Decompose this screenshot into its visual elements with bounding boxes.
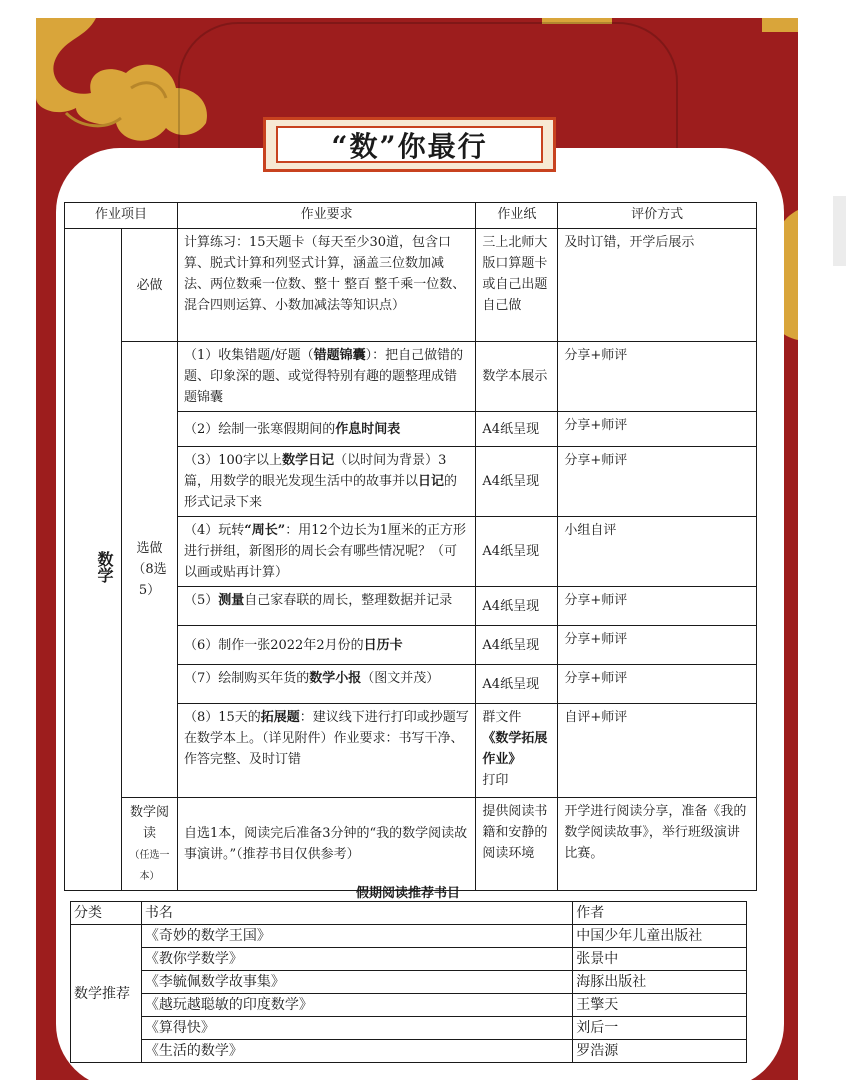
required-label: 必做 (122, 229, 178, 342)
elective-note: （8选5） (132, 562, 167, 598)
header-author: 作者 (573, 902, 747, 925)
book-name: 《教你学数学》 (141, 948, 572, 971)
reading-paper: 提供阅读书籍和安静的阅读环境 (476, 798, 558, 891)
table-row (71, 994, 747, 1017)
book-author: 张景中 (573, 948, 747, 971)
reading-evaluation: 开学进行阅读分享，准备《我的数学阅读故事》，举行班级演讲比赛。 (558, 798, 757, 891)
table-row (71, 948, 747, 971)
book-name: 《奇妙的数学王国》 (141, 925, 572, 948)
book-author: 王擎天 (573, 994, 747, 1017)
elective-requirement-7: （7）绘制购买年货的数学小报（图文并茂） (177, 665, 475, 704)
elective-paper-8: 群文件 《数学拓展作业》 打印 (476, 704, 558, 798)
title-banner (263, 117, 556, 172)
elective-paper-1: 数学本展示 (476, 342, 558, 412)
header-paper: 作业纸 (476, 203, 558, 229)
elective-evaluation-2: 分享+师评 (558, 412, 757, 447)
reading-requirement: 自选1本，阅读完后准备3分钟的“我的数学阅读故事演讲。”（推荐书目仅供参考） (177, 798, 475, 891)
elective-evaluation-5: 分享+师评 (558, 587, 757, 626)
elective-paper-4: A4纸呈现 (476, 517, 558, 587)
side-strip (833, 196, 846, 266)
book-category: 数学推荐 (71, 925, 142, 1063)
header-category: 分类 (71, 902, 142, 925)
elective-evaluation-1: 分享+师评 (558, 342, 757, 412)
gold-ornament-icon (762, 18, 798, 34)
book-author: 刘后一 (573, 1017, 747, 1040)
book-name: 《生活的数学》 (141, 1040, 572, 1063)
reading-label (122, 798, 178, 891)
book-author: 海豚出版社 (573, 971, 747, 994)
elective-requirement-2: （2）绘制一张寒假期间的作息时间表 (177, 412, 475, 447)
elective-requirement-3: （3）100字以上数学日记（以时间为背景）3篇，用数学的眼光发现生活中的故事并以日记的形式记录下来 (177, 447, 475, 517)
book-name: 《越玩越聪敏的印度数学》 (141, 994, 572, 1017)
table-row (65, 342, 757, 412)
header-book-name: 书名 (141, 902, 572, 925)
elective-requirement-4: （4）玩转“周长”：用12个边长为1厘米的正方形进行拼组，新图形的周长会有哪些情况呢？（可以画或贴再计算） (177, 517, 475, 587)
table-row (65, 798, 757, 891)
table-row (71, 1040, 747, 1063)
elective-paper-7: A4纸呈现 (476, 665, 558, 704)
elective-paper-5: A4纸呈现 (476, 587, 558, 626)
elective-evaluation-8: 自评+师评 (558, 704, 757, 798)
elective-evaluation-6: 分享+师评 (558, 626, 757, 665)
required-requirement: 计算练习：15天题卡（每天至少30道，包含口算、脱式计算和列竖式计算，涵盖三位数加减法、两位数乘一位数、整十 整百 整千乘一位数、混合四则运算、小数加减法等知识点） (177, 229, 475, 342)
subject-label: 数学 (65, 229, 122, 891)
reading-list-header-row (71, 902, 747, 925)
elective-paper-2: A4纸呈现 (476, 412, 558, 447)
book-author: 罗浩源 (573, 1040, 747, 1063)
table-row (71, 971, 747, 994)
book-name: 《李毓佩数学故事集》 (141, 971, 572, 994)
header-item: 作业项目 (65, 203, 178, 229)
elective-paper-3: A4纸呈现 (476, 447, 558, 517)
required-paper: 三上北师大版口算题卡或自己出题自己做 (476, 229, 558, 342)
elective-label (122, 342, 178, 798)
reading-label-text: 数学阅读 (129, 805, 169, 841)
elective-requirement-1: （1）收集错题/好题（错题锦囊）：把自己做错的题、印象深的题、或觉得特别有趣的题整理成错题锦囊 (177, 342, 475, 412)
elective-requirement-8: （8）15天的拓展题：建议线下进行打印或抄题写在数学本上。（详见附件）作业要求：书写干净、作答完整、及时订错 (177, 704, 475, 798)
book-name: 《算得快》 (141, 1017, 572, 1040)
elective-label-text: 选做 (136, 541, 163, 556)
table-header-row (65, 203, 757, 229)
book-author: 中国少年儿童出版社 (573, 925, 747, 948)
reading-list-title: 假期阅读推荐书目 (355, 885, 460, 900)
elective-evaluation-7: 分享+师评 (558, 665, 757, 704)
table-row (71, 1017, 747, 1040)
header-evaluation: 评价方式 (558, 203, 757, 229)
required-evaluation: 及时订错，开学后展示 (558, 229, 757, 342)
table-row (65, 229, 757, 342)
table-row (71, 925, 747, 948)
header-requirement: 作业要求 (177, 203, 475, 229)
homework-table (64, 202, 757, 891)
elective-evaluation-4: 小组自评 (558, 517, 757, 587)
reading-list-table (70, 901, 747, 1063)
page-title: “数”你最行 (331, 129, 488, 163)
elective-requirement-5: （5）测量自己家春联的周长，整理数据并记录 (177, 587, 475, 626)
elective-requirement-6: （6）制作一张2022年2月份的日历卡 (177, 626, 475, 665)
elective-evaluation-3: 分享+师评 (558, 447, 757, 517)
elective-paper-6: A4纸呈现 (476, 626, 558, 665)
reading-note: （任选一本） (129, 850, 170, 882)
